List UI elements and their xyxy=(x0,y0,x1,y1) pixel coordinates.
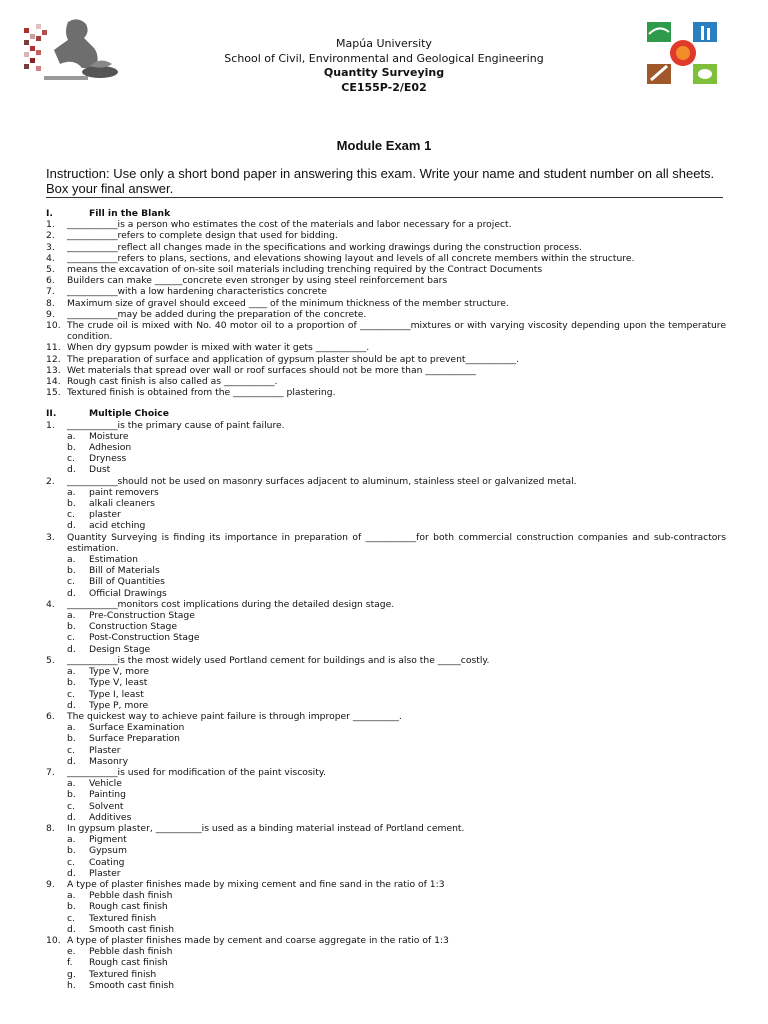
question-text: The quickest way to achieve paint failure is through improper __________. xyxy=(67,710,402,722)
answer-option xyxy=(46,913,726,924)
question-text: The preparation of surface and application of gypsum plaster should be apt to prevent___________. xyxy=(67,353,519,365)
question-text: Maximum size of gravel should exceed ____ of the minimum thickness of the member structure. xyxy=(67,297,509,309)
answer-option xyxy=(46,632,726,643)
option-text: Textured finish xyxy=(89,968,157,980)
question-item xyxy=(46,253,726,264)
question-number: 11. xyxy=(46,342,61,354)
question-number: 7. xyxy=(46,286,55,298)
question-text: Textured finish is obtained from the ___________ plastering. xyxy=(67,387,336,399)
question-number: 13. xyxy=(46,364,61,376)
option-text: Gypsum xyxy=(89,845,127,857)
answer-option xyxy=(46,812,726,823)
answer-option xyxy=(46,689,726,700)
option-text: Type V, least xyxy=(89,677,148,689)
option-letter: c. xyxy=(67,453,75,465)
answer-option xyxy=(46,834,726,845)
option-text: Solvent xyxy=(89,800,124,812)
option-letter: c. xyxy=(67,856,75,868)
option-text: Rough cast finish xyxy=(89,901,168,913)
multiple-choice-list xyxy=(46,420,726,991)
option-letter: d. xyxy=(67,867,76,879)
question-item xyxy=(46,879,726,890)
question-number: 5. xyxy=(46,264,55,275)
question-number: 10. xyxy=(46,934,61,946)
option-text: acid etching xyxy=(89,520,146,532)
question-text: ___________is the most widely used Portland cement for buildings and is also the _____costly. xyxy=(67,654,490,666)
option-letter: a. xyxy=(67,778,76,790)
question-number: 4. xyxy=(46,252,55,264)
option-text: Estimation xyxy=(89,554,138,566)
option-text: Pre-Construction Stage xyxy=(89,610,195,622)
option-text: Vehicle xyxy=(89,778,122,790)
question-item xyxy=(46,376,726,387)
answer-option xyxy=(46,957,726,968)
question-text: Builders can make ______concrete even stronger by using steel reinforcement bars xyxy=(67,275,448,287)
answer-option xyxy=(46,509,726,520)
question-number: 5. xyxy=(46,654,55,666)
question-item xyxy=(46,286,726,297)
option-letter: d. xyxy=(67,587,76,599)
question-item xyxy=(46,420,726,431)
option-letter: c. xyxy=(67,688,75,700)
answer-option xyxy=(46,464,726,475)
question-number: 6. xyxy=(46,275,55,287)
option-letter: a. xyxy=(67,554,76,566)
option-text: Coating xyxy=(89,856,125,868)
question-text: ___________is a person who estimates the cost of the materials and labor necessary for a project. xyxy=(67,219,512,231)
question-text: The crude oil is mixed with No. 40 motor oil to a proportion of ___________mixtures or with varying viscosity depending upon the temperature condition. xyxy=(67,320,726,343)
question-text: ___________is used for modification of the paint viscosity. xyxy=(67,766,326,778)
fill-in-the-blank-list xyxy=(46,219,726,398)
question-item xyxy=(46,823,726,834)
question-item xyxy=(46,264,726,275)
option-letter: b. xyxy=(67,733,76,745)
question-number: 12. xyxy=(46,353,61,365)
university-seal-logo xyxy=(20,14,132,90)
option-text: Type P, more xyxy=(89,699,149,711)
question-text: ___________monitors cost implications during the detailed design stage. xyxy=(67,598,395,610)
option-letter: a. xyxy=(67,722,76,734)
question-text: ___________reflect all changes made in the specifications and working drawings during the construction process. xyxy=(67,241,582,253)
question-number: 15. xyxy=(46,387,61,399)
option-letter: c. xyxy=(67,632,75,644)
option-text: Dryness xyxy=(89,453,127,465)
answer-option xyxy=(46,868,726,879)
answer-option xyxy=(46,610,726,621)
option-letter: b. xyxy=(67,442,76,454)
answer-option xyxy=(46,901,726,912)
instruction: Instruction: Use only a short bond paper in answering this exam. Write your name and student number on all sheets. Box your final answer. xyxy=(46,166,715,196)
question-number: 9. xyxy=(46,308,55,320)
question-number: 2. xyxy=(46,475,55,487)
option-text: Type I, least xyxy=(89,688,144,700)
option-text: Plaster xyxy=(89,744,121,756)
question-item xyxy=(46,365,726,376)
option-text: Moisture xyxy=(89,430,129,442)
option-text: Type V, more xyxy=(89,666,149,678)
option-letter: d. xyxy=(67,811,76,823)
option-text: Smooth cast finish xyxy=(89,923,175,935)
option-letter: a. xyxy=(67,834,76,846)
question-item xyxy=(46,219,726,230)
option-letter: a. xyxy=(67,486,76,498)
answer-option xyxy=(46,576,726,587)
question-item xyxy=(46,655,726,666)
question-item xyxy=(46,935,726,946)
option-text: Dust xyxy=(89,464,111,476)
answer-option xyxy=(46,588,726,599)
answer-option xyxy=(46,789,726,800)
option-letter: b. xyxy=(67,677,76,689)
option-letter: a. xyxy=(67,666,76,678)
answer-option xyxy=(46,442,726,453)
question-number: 7. xyxy=(46,766,55,778)
question-number: 10. xyxy=(46,320,61,332)
divider xyxy=(46,197,723,198)
option-text: Pigment xyxy=(89,834,127,846)
question-text: ___________with a low hardening characteristics concrete xyxy=(67,286,327,298)
answer-option xyxy=(46,946,726,957)
question-text: Rough cast finish is also called as ___________. xyxy=(67,376,278,388)
answer-option xyxy=(46,700,726,711)
question-text: When dry gypsum powder is mixed with water it gets ___________. xyxy=(67,342,370,354)
answer-option xyxy=(46,845,726,856)
question-number: 6. xyxy=(46,710,55,722)
question-text: A type of plaster finishes made by mixing cement and fine sand in the ratio of 1:3 xyxy=(67,878,445,890)
option-text: Bill of Quantities xyxy=(89,576,165,588)
answer-option xyxy=(46,621,726,632)
section-heading: II. Multiple Choice xyxy=(46,408,169,420)
answer-option xyxy=(46,890,726,901)
question-text: Quantity Surveying is finding its importance in preparation of ___________for both commercial construction companies and sub-contractors estimation. xyxy=(67,531,726,554)
course-code: CE155P-2/E02 xyxy=(341,80,427,94)
question-number: 14. xyxy=(46,376,61,388)
option-letter: c. xyxy=(67,912,75,924)
option-text: Rough cast finish xyxy=(89,957,168,969)
answer-option xyxy=(46,666,726,677)
question-item xyxy=(46,242,726,253)
option-text: paint removers xyxy=(89,486,159,498)
question-item xyxy=(46,309,726,320)
section-heading: I. Fill in the Blank xyxy=(46,208,171,219)
question-text: ___________refers to complete design that used for bidding. xyxy=(67,230,338,242)
answer-option xyxy=(46,733,726,744)
question-item xyxy=(46,711,726,722)
answer-option xyxy=(46,745,726,756)
option-letter: b. xyxy=(67,789,76,801)
option-text: Surface Examination xyxy=(89,722,185,734)
question-number: 3. xyxy=(46,531,55,543)
question-number: 1. xyxy=(46,419,55,431)
option-letter: b. xyxy=(67,901,76,913)
option-letter: c. xyxy=(67,744,75,756)
option-letter: c. xyxy=(67,509,75,521)
option-text: Design Stage xyxy=(89,643,151,655)
answer-option xyxy=(46,554,726,565)
answer-option xyxy=(46,498,726,509)
question-number: 3. xyxy=(46,241,55,253)
department-logo xyxy=(645,20,721,86)
question-number: 2. xyxy=(46,230,55,242)
answer-option xyxy=(46,431,726,442)
header-block xyxy=(150,37,618,95)
option-letter: d. xyxy=(67,699,76,711)
question-number: 4. xyxy=(46,598,55,610)
option-letter: d. xyxy=(67,464,76,476)
question-item xyxy=(46,476,726,487)
option-text: plaster xyxy=(89,509,121,521)
question-text: ___________refers to plans, sections, and elevations showing layout and levels of all concrete members within the structure. xyxy=(67,252,635,264)
question-text: ___________is the primary cause of paint failure. xyxy=(67,419,285,431)
question-number: 1. xyxy=(46,219,55,231)
question-item xyxy=(46,230,726,241)
option-letter: b. xyxy=(67,845,76,857)
option-text: Pebble dash finish xyxy=(89,946,173,958)
answer-option xyxy=(46,487,726,498)
option-letter: h. xyxy=(67,979,76,991)
school-name: School of Civil, Environmental and Geological Engineering xyxy=(224,51,544,65)
option-letter: a. xyxy=(67,890,76,902)
answer-option xyxy=(46,778,726,789)
option-text: Painting xyxy=(89,789,126,801)
question-text: Wet materials that spread over wall or roof surfaces should not be more than ___________ xyxy=(67,364,476,376)
option-text: alkali cleaners xyxy=(89,498,155,510)
university-name: Mapúa University xyxy=(336,37,432,50)
option-text: Smooth cast finish xyxy=(89,979,175,991)
option-letter: b. xyxy=(67,498,76,510)
option-text: Adhesion xyxy=(89,442,132,454)
option-letter: d. xyxy=(67,520,76,532)
option-letter: e. xyxy=(67,946,76,958)
answer-option xyxy=(46,722,726,733)
option-letter: d. xyxy=(67,923,76,935)
option-letter: c. xyxy=(67,800,75,812)
exam-title: Module Exam 1 xyxy=(336,138,432,153)
question-item xyxy=(46,599,726,610)
question-text: ___________should not be used on masonry surfaces adjacent to aluminum, stainless steel or galvanized metal. xyxy=(67,475,577,487)
question-number: 8. xyxy=(46,822,55,834)
question-item xyxy=(46,354,726,365)
option-letter: c. xyxy=(67,576,75,588)
option-text: Construction Stage xyxy=(89,621,177,633)
answer-option xyxy=(46,756,726,767)
option-text: Bill of Materials xyxy=(89,565,160,577)
option-letter: d. xyxy=(67,755,76,767)
option-text: Pebble dash finish xyxy=(89,890,173,902)
option-text: Masonry xyxy=(89,755,129,767)
answer-option xyxy=(46,453,726,464)
option-text: Post-Construction Stage xyxy=(89,632,200,644)
question-text: A type of plaster finishes made by cement and coarse aggregate in the ratio of 1:3 xyxy=(67,934,449,946)
question-text: In gypsum plaster, __________is used as a binding material instead of Portland cement. xyxy=(67,822,465,834)
answer-option xyxy=(46,857,726,868)
question-item xyxy=(46,767,726,778)
question-number: 9. xyxy=(46,878,55,890)
answer-option xyxy=(46,924,726,935)
course-name: Quantity Surveying xyxy=(323,66,445,79)
exam-body xyxy=(46,207,726,991)
option-letter: a. xyxy=(67,610,76,622)
option-text: Surface Preparation xyxy=(89,733,180,745)
option-letter: f. xyxy=(67,957,73,969)
question-number: 8. xyxy=(46,297,55,309)
question-text: ___________may be added during the preparation of the concrete. xyxy=(67,308,367,320)
option-letter: g. xyxy=(67,968,76,980)
answer-option xyxy=(46,969,726,980)
answer-option xyxy=(46,565,726,576)
answer-option xyxy=(46,801,726,812)
option-letter: b. xyxy=(67,565,76,577)
question-item xyxy=(46,342,726,353)
answer-option xyxy=(46,677,726,688)
option-text: Plaster xyxy=(89,867,121,879)
question-item xyxy=(46,532,726,554)
answer-option xyxy=(46,980,726,991)
option-text: Official Drawings xyxy=(89,587,167,599)
question-item xyxy=(46,320,726,342)
answer-option xyxy=(46,520,726,531)
question-item xyxy=(46,298,726,309)
question-text: means the excavation of on-site soil materials including trenching required by the Contract Documents xyxy=(67,264,543,275)
option-text: Textured finish xyxy=(89,912,157,924)
option-text: Additives xyxy=(89,811,132,823)
option-letter: a. xyxy=(67,430,76,442)
option-letter: d. xyxy=(67,643,76,655)
question-item xyxy=(46,387,726,398)
question-item xyxy=(46,275,726,286)
option-letter: b. xyxy=(67,621,76,633)
answer-option xyxy=(46,644,726,655)
